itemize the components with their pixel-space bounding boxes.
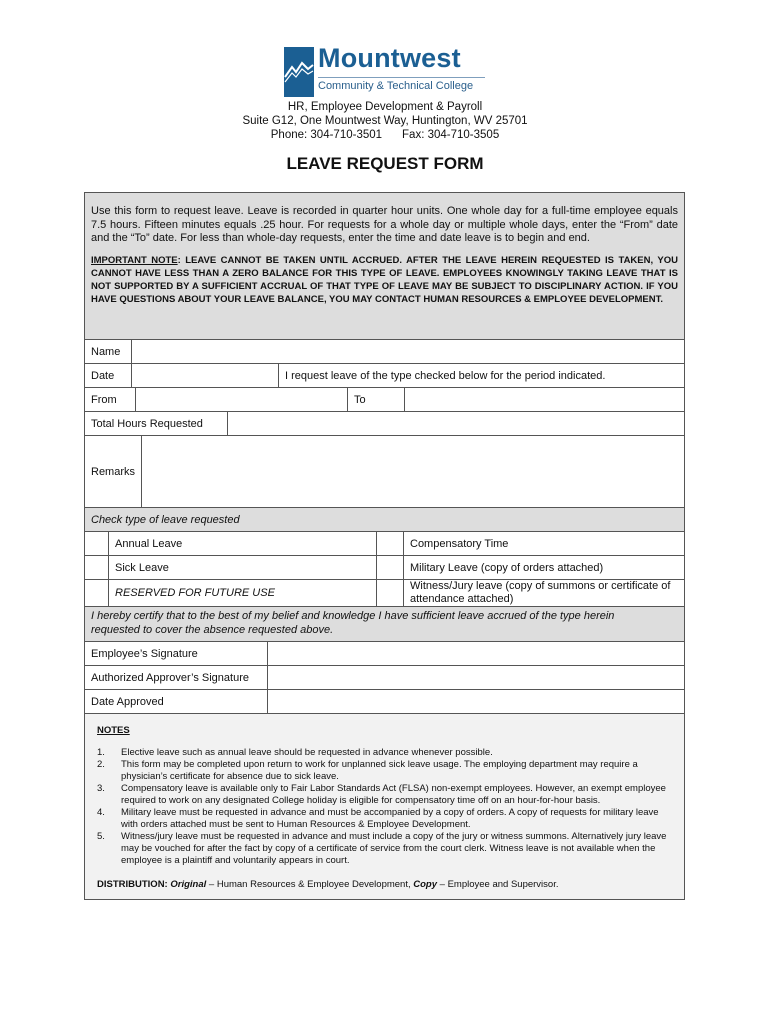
sick-leave-label: Sick Leave <box>115 561 169 574</box>
note-number: 1. <box>97 747 105 758</box>
distribution-copy: Copy <box>413 879 438 890</box>
remarks-label: Remarks <box>91 465 136 478</box>
header-contact <box>0 128 770 142</box>
annual-leave-label: Annual Leave <box>115 537 183 550</box>
intro-section <box>85 193 684 340</box>
date-label: Date <box>91 369 115 382</box>
note-text: Military leave must be requested in advance and must be accompanied by a copy of orders. A copy of requests for military leave with orders attached must be sent to Human Resources & Employee Development. <box>121 807 659 830</box>
employee-signature-label: Employee’s Signature <box>91 647 198 660</box>
notes-title: NOTES <box>97 725 130 736</box>
note-number: 2. <box>97 759 105 770</box>
leave-request-form <box>84 192 685 900</box>
witness-label <box>404 580 684 606</box>
college-logo <box>284 43 490 97</box>
header-fax: Fax: 304-710-3505 <box>402 129 500 141</box>
from-field[interactable] <box>136 388 347 411</box>
approver-signature-label: Authorized Approver’s Signature <box>91 671 249 684</box>
to-label: To <box>354 393 366 406</box>
notes-list <box>97 747 674 867</box>
leave-row-2 <box>85 556 684 580</box>
important-note-text: : LEAVE CANNOT BE TAKEN UNTIL ACCRUED. AFTER THE LEAVE HEREIN REQUESTED IS TAKEN, YOU CANNOT HAVE LESS THAN A ZERO BALANCE FOR THIS TYPE OF LEAVE. EMPLOYEES KNOWINGLY TAKING LEAVE THAT IS NOT SUPPORTED BY A SUFFICIENT ACCRUAL OF THAT TYPE OF LEAVE MAY BE SUBJECT TO DISCIPLINARY ACTION. IF YOU HAVE QUESTIONS ABOUT YOUR LEAVE BALANCE, YOU MAY CONTACT HUMAN RESOURCES & EMPLOYEE DEVELOPMENT. <box>91 254 678 305</box>
annual-leave-checkbox[interactable] <box>85 532 108 555</box>
leave-row-1 <box>85 532 684 556</box>
notes-section <box>85 714 684 899</box>
leave-row-3 <box>85 580 684 607</box>
remarks-field[interactable] <box>142 436 684 507</box>
date-approved-field[interactable] <box>268 690 684 713</box>
header-address: Suite G12, One Mountwest Way, Huntington, WV 25701 <box>242 115 528 127</box>
sick-leave-checkbox[interactable] <box>85 556 108 579</box>
name-row <box>85 340 684 364</box>
important-note <box>91 254 678 306</box>
date-row <box>85 364 684 388</box>
compensatory-checkbox[interactable] <box>377 532 403 555</box>
note-item <box>97 747 674 759</box>
distribution-original: Original <box>170 879 207 890</box>
mountain-logo-icon <box>284 47 314 97</box>
witness-label-line2: attendance attached) <box>410 592 514 605</box>
compensatory-label: Compensatory Time <box>410 537 509 550</box>
reserved-checkbox[interactable] <box>85 580 108 606</box>
certification-row <box>85 607 684 642</box>
witness-label-line1: Witness/Jury leave (copy of summons or certificate of <box>410 580 671 592</box>
note-text: This form may be completed upon return to work for unplanned sick leave usage. The employing department may require a physician’s certificate for absence due to sick leave. <box>121 759 638 782</box>
note-number: 4. <box>97 807 105 818</box>
certification-text: I hereby certify that to the best of my belief and knowledge I have sufficient leave accrued of the type herein requested to cover the absence requested above. <box>91 610 615 636</box>
name-field[interactable] <box>132 340 684 363</box>
witness-checkbox[interactable] <box>377 580 403 606</box>
military-checkbox[interactable] <box>377 556 403 579</box>
header-phone: Phone: 304-710-3501 <box>270 129 383 141</box>
logo-divider <box>318 77 485 78</box>
important-note-label: IMPORTANT NOTE <box>91 254 178 266</box>
total-hours-label: Total Hours Requested <box>91 417 203 430</box>
note-number: 5. <box>97 831 105 842</box>
to-field[interactable] <box>405 388 684 411</box>
date-field[interactable] <box>132 364 278 387</box>
from-label: From <box>91 393 117 406</box>
logo-subtitle: Community & Technical College <box>318 80 474 92</box>
name-label: Name <box>91 345 121 358</box>
total-hours-field[interactable] <box>228 412 684 435</box>
approver-signature-field[interactable] <box>268 666 684 689</box>
employee-signature-field[interactable] <box>268 642 684 665</box>
leave-type-heading: Check type of leave requested <box>91 513 240 526</box>
note-text: Compensatory leave is available only to Fair Labor Standards Act (FLSA) non-exempt employees. However, an exempt employee required to work on any designated College holiday is eligible for compensatory time off on an hour-for-hour basis. <box>121 783 666 806</box>
request-statement: I request leave of the type checked below for the period indicated. <box>285 369 606 382</box>
note-text: Witness/jury leave must be requested in advance and must include a copy of the jury or witness summons. Alternatively jury leave may be vouched for after the fact by copy of a certificate of service from the court clerk. Witness leave is not available when the employee is a plaintiff and voluntarily appears in court. <box>121 831 667 866</box>
date-approved-row <box>85 690 684 714</box>
header-department: HR, Employee Development & Payroll <box>287 101 483 113</box>
note-number: 3. <box>97 783 105 794</box>
remarks-row <box>85 436 684 508</box>
note-text: Elective leave such as annual leave should be requested in advance whenever possible. <box>121 747 493 758</box>
distribution-original-text: – Human Resources & Employee Development, <box>206 879 414 890</box>
note-item <box>97 807 674 831</box>
logo-name: Mountwest <box>318 43 461 73</box>
distribution-label: DISTRIBUTION: <box>97 879 171 890</box>
distribution-line <box>97 879 674 890</box>
note-item <box>97 783 674 807</box>
date-approved-label: Date Approved <box>91 695 164 708</box>
total-hours-row <box>85 412 684 436</box>
reserved-label: RESERVED FOR FUTURE USE <box>115 587 275 599</box>
military-label: Military Leave (copy of orders attached) <box>410 561 604 574</box>
note-item <box>97 759 674 783</box>
approver-signature-row <box>85 666 684 690</box>
from-to-row <box>85 388 684 412</box>
leave-type-heading-row <box>85 508 684 532</box>
form-title: LEAVE REQUEST FORM <box>286 154 484 173</box>
distribution-copy-text: – Employee and Supervisor. <box>437 879 559 890</box>
note-item <box>97 831 674 867</box>
employee-signature-row <box>85 642 684 666</box>
intro-text: Use this form to request leave. Leave is recorded in quarter hour units. One whole day for a full-time employee equals 7.5 hours. Fifteen minutes equals .25 hour. For requests for a whole day or multiple whole days, enter the “From” date and the “To” date. For less than whole-day requests, enter the time and date leave is to begin and end. <box>91 205 678 244</box>
